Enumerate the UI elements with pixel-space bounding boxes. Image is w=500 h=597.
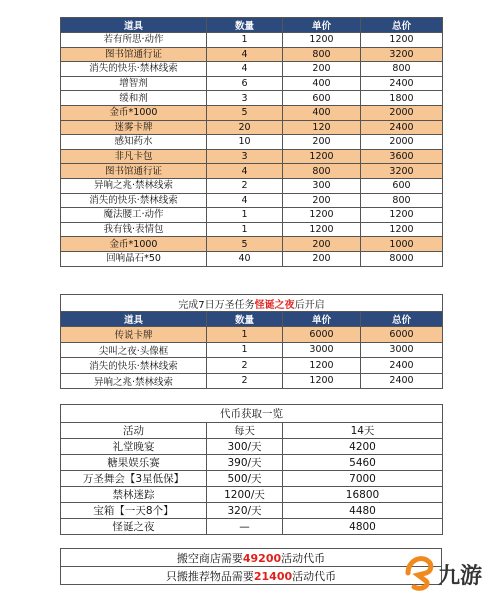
cell-total: 1000 (361, 237, 443, 252)
table-row (61, 222, 443, 237)
header-total: 总价 (361, 18, 443, 33)
cell-total: 800 (361, 62, 443, 77)
cell-qty: 4 (207, 193, 283, 208)
table-row (61, 178, 443, 193)
cell-item: 迷雾卡牌 (61, 120, 207, 135)
cell-qty: 2 (207, 373, 283, 389)
cell-item: 金币*1000 (61, 105, 207, 120)
summary-recommended-number: 21400 (253, 569, 293, 583)
cell-price: 3000 (283, 342, 361, 358)
cell-total: 2400 (361, 76, 443, 91)
cell-activity: 万圣舞会【3星低保】 (61, 471, 207, 487)
cell-14days: 4200 (283, 439, 443, 455)
cell-daily: 1200/天 (207, 487, 283, 503)
cell-item: 非凡卡包 (61, 149, 207, 164)
cell-price: 120 (283, 120, 361, 135)
cell-total: 1200 (361, 222, 443, 237)
unlock-caption: 完成7日万圣任务怪诞之夜后开启 (61, 295, 443, 312)
cell-price: 1200 (283, 222, 361, 237)
table-row (61, 358, 443, 374)
cell-qty: 3 (207, 149, 283, 164)
table-row (61, 327, 443, 343)
table-row (61, 208, 443, 223)
cell-price: 200 (283, 62, 361, 77)
cell-price: 6000 (283, 327, 361, 343)
table-row (61, 373, 443, 389)
table-row (61, 149, 443, 164)
cell-14days: 4800 (283, 519, 443, 535)
shop-table (60, 17, 443, 267)
logo-mark-icon (402, 551, 492, 593)
cell-price: 1200 (283, 208, 361, 223)
cell-qty: 5 (207, 237, 283, 252)
header-qty: 数量 (207, 312, 283, 327)
table-row (61, 439, 443, 455)
cell-price: 200 (283, 251, 361, 266)
cell-qty: 2 (207, 178, 283, 193)
table-row (61, 164, 443, 179)
cell-price: 400 (283, 105, 361, 120)
cell-item: 传说卡牌 (61, 327, 207, 343)
header-daily: 每天 (207, 423, 283, 439)
cell-price: 1200 (283, 149, 361, 164)
header-qty: 数量 (207, 18, 283, 33)
table-row (61, 33, 443, 48)
cell-qty: 2 (207, 358, 283, 374)
unlock-table-header (61, 312, 443, 327)
table-row (61, 76, 443, 91)
cell-price: 1200 (283, 33, 361, 48)
cell-total: 2000 (361, 135, 443, 150)
table-row (61, 342, 443, 358)
cell-total: 6000 (361, 327, 443, 343)
cell-item: 缓和剂 (61, 91, 207, 106)
cell-activity: 禁林迷踪 (61, 487, 207, 503)
shop-table-header (61, 18, 443, 33)
cell-activity: 糖果娱乐赛 (61, 455, 207, 471)
cell-qty: 6 (207, 76, 283, 91)
cell-total: 2400 (361, 120, 443, 135)
cell-qty: 5 (207, 105, 283, 120)
header-price: 单价 (283, 312, 361, 327)
cell-daily: — (207, 519, 283, 535)
cell-total: 2400 (361, 373, 443, 389)
cell-item: 感知药水 (61, 135, 207, 150)
header-price: 单价 (283, 18, 361, 33)
table-row (61, 471, 443, 487)
cell-qty: 4 (207, 164, 283, 179)
cell-qty: 1 (207, 208, 283, 223)
cell-total: 3200 (361, 164, 443, 179)
cell-total: 3000 (361, 342, 443, 358)
table-row (61, 487, 443, 503)
cell-item: 魔法腰工·动作 (61, 208, 207, 223)
cell-qty: 1 (207, 222, 283, 237)
cell-daily: 500/天 (207, 471, 283, 487)
cell-14days: 4480 (283, 503, 443, 519)
cell-total: 8000 (361, 251, 443, 266)
table-row (61, 455, 443, 471)
cell-qty: 1 (207, 342, 283, 358)
cell-item: 金币*1000 (61, 237, 207, 252)
cell-activity: 宝箱【一天8个】 (61, 503, 207, 519)
cell-daily: 300/天 (207, 439, 283, 455)
cell-total: 3600 (361, 149, 443, 164)
cell-daily: 320/天 (207, 503, 283, 519)
cell-item: 异响之兆·禁林线索 (61, 373, 207, 389)
table-row (61, 237, 443, 252)
header-item: 道具 (61, 312, 207, 327)
cell-qty: 4 (207, 47, 283, 62)
cell-qty: 20 (207, 120, 283, 135)
cell-price: 1200 (283, 373, 361, 389)
cell-item: 消失的快乐·禁林线索 (61, 358, 207, 374)
cell-price: 200 (283, 193, 361, 208)
table-row (61, 251, 443, 266)
cell-item: 回响晶石*50 (61, 251, 207, 266)
cell-price: 800 (283, 47, 361, 62)
cell-14days: 5460 (283, 455, 443, 471)
table-row (61, 193, 443, 208)
cell-qty: 3 (207, 91, 283, 106)
cell-qty: 1 (207, 327, 283, 343)
cell-price: 1200 (283, 358, 361, 374)
summary-table (60, 548, 442, 585)
cell-total: 600 (361, 178, 443, 193)
header-activity: 活动 (61, 423, 207, 439)
header-item: 道具 (61, 18, 207, 33)
cell-price: 400 (283, 76, 361, 91)
table-row (61, 519, 443, 535)
jiuyou-logo (402, 551, 492, 593)
cell-item: 图书馆通行证 (61, 164, 207, 179)
header-total: 总价 (361, 312, 443, 327)
cell-qty: 4 (207, 62, 283, 77)
cell-qty: 10 (207, 135, 283, 150)
cell-item: 尖叫之夜·头像框 (61, 342, 207, 358)
cell-item: 增智剂 (61, 76, 207, 91)
cell-activity: 礼堂晚宴 (61, 439, 207, 455)
header-14days: 14天 (283, 423, 443, 439)
cell-item: 我有钱·表情包 (61, 222, 207, 237)
cell-total: 3200 (361, 47, 443, 62)
cell-item: 图书馆通行证 (61, 47, 207, 62)
cell-activity: 怪诞之夜 (61, 519, 207, 535)
token-table (60, 404, 443, 535)
summary-line-1: 搬空商店需要49200活动代币 (61, 549, 442, 567)
cell-item: 消失的快乐·禁林线索 (61, 193, 207, 208)
table-row (61, 120, 443, 135)
cell-total: 2400 (361, 358, 443, 374)
table-row (61, 47, 443, 62)
cell-price: 800 (283, 164, 361, 179)
cell-price: 200 (283, 135, 361, 150)
cell-price: 200 (283, 237, 361, 252)
cell-total: 2000 (361, 105, 443, 120)
cell-daily: 390/天 (207, 455, 283, 471)
event-name-highlight: 怪诞之夜 (254, 299, 295, 311)
summary-line-2: 只搬推荐物品需要21400活动代币 (61, 567, 442, 585)
cell-item: 消失的快乐·禁林线索 (61, 62, 207, 77)
table-row (61, 503, 443, 519)
logo-text: 九游 (438, 564, 483, 589)
cell-qty: 40 (207, 251, 283, 266)
cell-qty: 1 (207, 33, 283, 48)
unlock-table (60, 294, 443, 389)
table-row (61, 91, 443, 106)
cell-14days: 7000 (283, 471, 443, 487)
cell-14days: 16800 (283, 487, 443, 503)
cell-total: 1200 (361, 33, 443, 48)
table-row (61, 135, 443, 150)
summary-total-number: 49200 (242, 551, 282, 565)
cell-price: 600 (283, 91, 361, 106)
table-row (61, 105, 443, 120)
token-caption: 代币获取一览 (61, 405, 443, 423)
cell-item: 若有所思·动作 (61, 33, 207, 48)
table-row (61, 62, 443, 77)
cell-total: 1200 (361, 208, 443, 223)
cell-item: 异响之兆·禁林线索 (61, 178, 207, 193)
token-table-header (61, 423, 443, 439)
cell-total: 800 (361, 193, 443, 208)
cell-price: 300 (283, 178, 361, 193)
cell-total: 1800 (361, 91, 443, 106)
